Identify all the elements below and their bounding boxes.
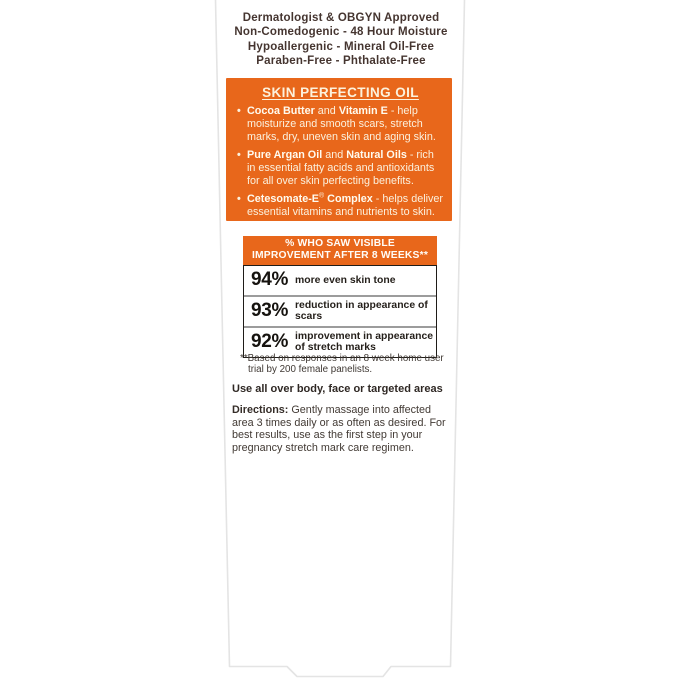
claim-line: Paraben-Free - Phthalate-Free [256, 55, 426, 68]
registered-trademark-symbol: ® [319, 192, 325, 200]
ingredient-name: Natural Oils [346, 149, 407, 161]
skin-perfecting-section [226, 78, 452, 221]
table-row [244, 326, 436, 357]
ingredient-name: Complex [324, 193, 373, 205]
ingredient-name: Vitamin E [338, 105, 388, 117]
percent-label: improvement in appearance of stretch marks [295, 331, 434, 354]
trial-footnote: **Based on responses in an 8 week home user trial by 200 female panelists. [240, 353, 444, 375]
percent-value: 94% [251, 269, 289, 291]
percent-value: 92% [251, 331, 289, 353]
ingredient-name: Pure Argan Oil [247, 149, 323, 161]
table-row [244, 295, 436, 326]
results-table-header-line: % WHO SAW VISIBLE [285, 238, 395, 249]
benefit-bullet-cocoa-butter: • Cocoa Butter and Vitamin E - help moisturize and smooth scars, stretch marks, dry, uneven skin and aging skin. [237, 105, 444, 144]
claims-block [219, 11, 463, 69]
benefit-list [237, 105, 444, 219]
directions-text: Gently massage into affected area 3 times daily or as often as desired. For best results, use as the first step in your pregnancy stretch mark care regimen. [232, 404, 446, 454]
claim-line: Non-Comedogenic - 48 Hour Moisture [234, 26, 448, 39]
percent-label: reduction in appearance of scars [295, 300, 428, 323]
table-row [244, 266, 436, 295]
claim-line: Dermatologist & OBGYN Approved [242, 12, 440, 24]
results-table-header [243, 236, 437, 265]
directions-paragraph [232, 404, 453, 454]
ingredient-name: Cocoa Butter [247, 105, 315, 117]
percent-value: 93% [251, 300, 289, 322]
percent-label: more even skin tone [295, 274, 396, 286]
results-table [243, 236, 437, 358]
claim-line: Hypoallergenic - Mineral Oil-Free [247, 40, 435, 53]
directions-label: Directions: [232, 404, 289, 416]
section-title: SKIN PERFECTING OIL [262, 85, 419, 100]
benefit-bullet-cetesomate: • Cetesomate-E® Complex - helps deliver essential vitamins and nutrients to skin. [237, 193, 444, 219]
results-table-header-line: IMPROVEMENT AFTER 8 WEEKS** [251, 249, 429, 261]
results-table-body [243, 265, 437, 358]
usage-note: Use all over body, face or targeted areas [232, 383, 443, 395]
benefit-bullet-argan-oil: • Pure Argan Oil and Natural Oils - rich in essential fatty acids and antioxidants for all over skin perfecting benefits. [237, 149, 444, 188]
ingredient-name: Cetesomate-E [247, 193, 320, 205]
